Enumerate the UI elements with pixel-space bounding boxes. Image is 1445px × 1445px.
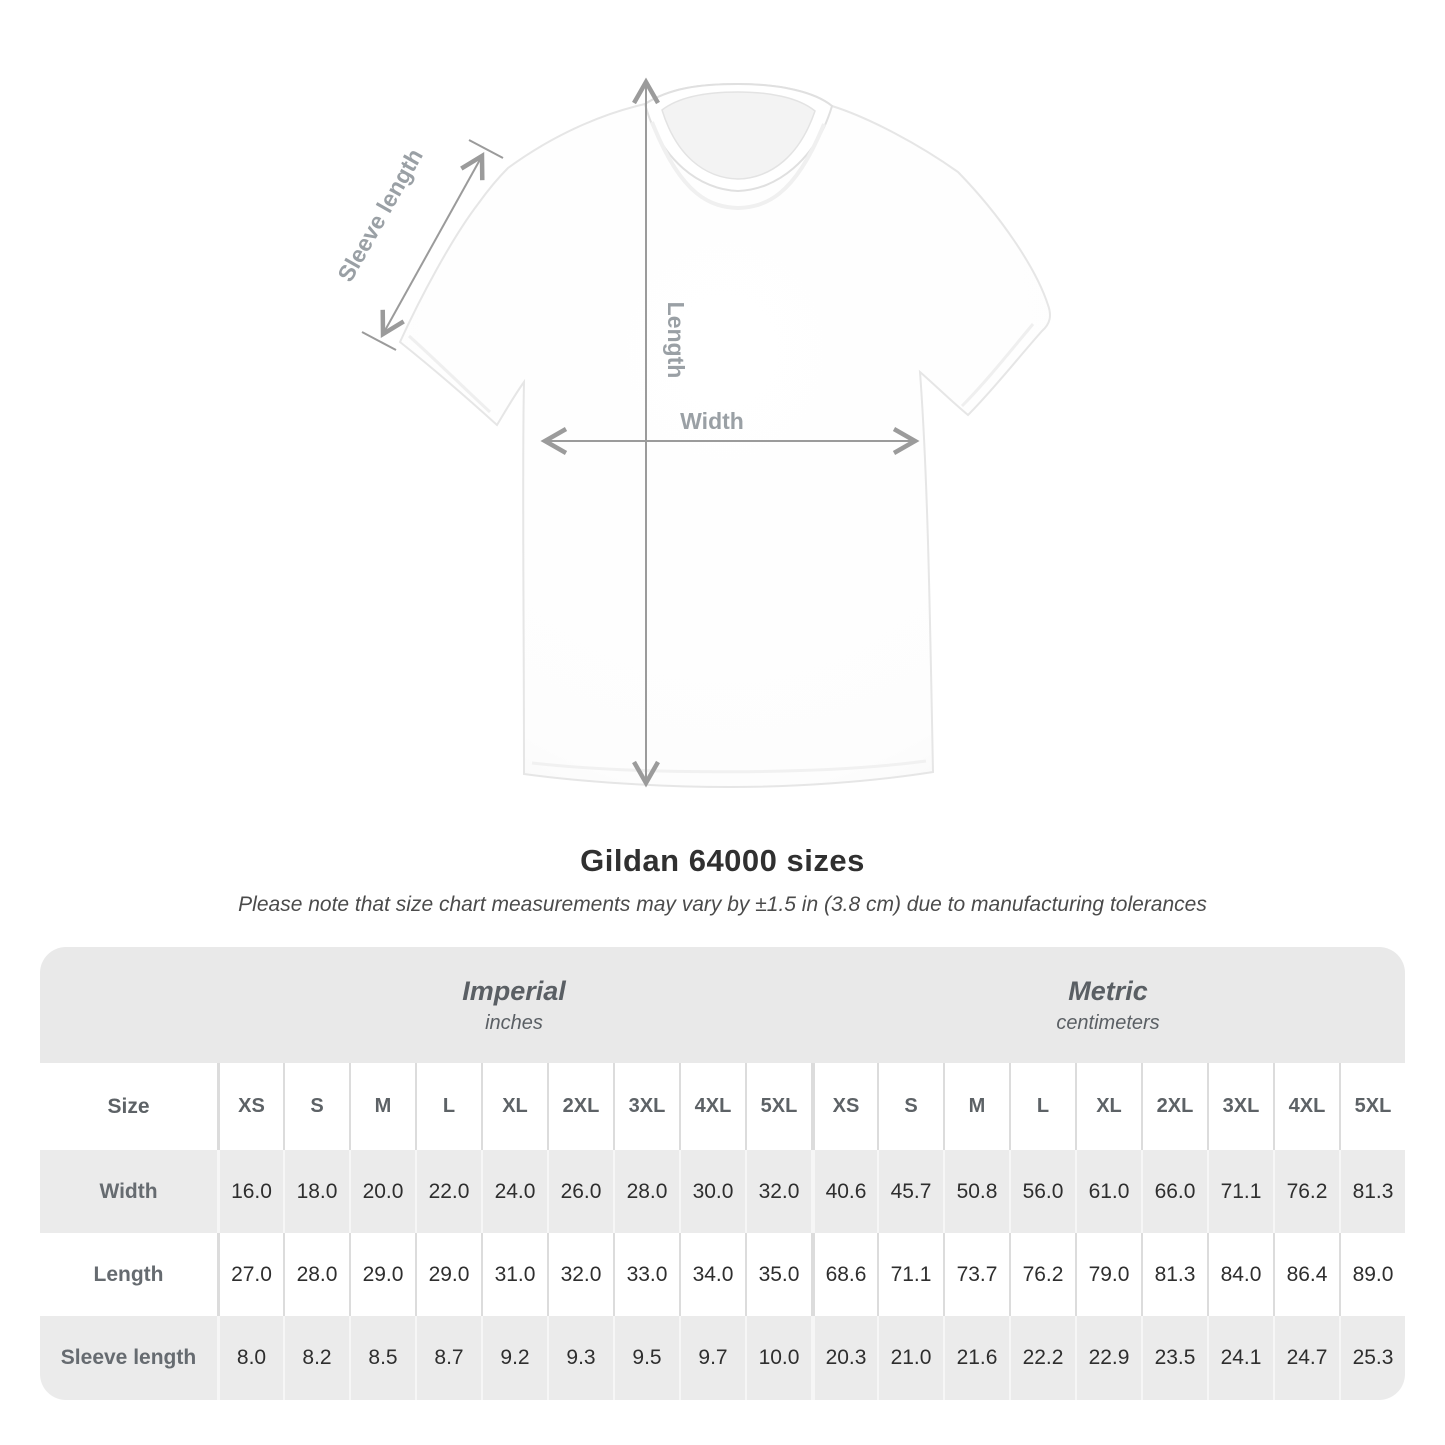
value-cell: 21.6 (943, 1316, 1009, 1400)
tshirt-illustration (400, 84, 1050, 787)
size-column-header: XS (217, 1063, 283, 1150)
size-column-header: XL (481, 1063, 547, 1150)
row-label: Sleeve length (60, 1346, 197, 1369)
table-row (40, 1150, 1405, 1233)
value-cell: 9.2 (481, 1316, 547, 1400)
value-cell: 8.2 (283, 1316, 349, 1400)
value-cell: 32.0 (547, 1233, 613, 1316)
imperial-section-header (217, 947, 811, 1063)
value-cell: 32.0 (745, 1150, 811, 1233)
value-cell: 30.0 (679, 1150, 745, 1233)
value-cell: 71.1 (877, 1233, 943, 1316)
value-cell: 86.4 (1273, 1233, 1339, 1316)
value-cell: 35.0 (745, 1233, 811, 1316)
size-column-header: 5XL (1339, 1063, 1405, 1150)
size-column-header: XL (1075, 1063, 1141, 1150)
value-cell: 8.5 (349, 1316, 415, 1400)
length-label: Length (663, 301, 689, 379)
size-column-header: 3XL (1207, 1063, 1273, 1150)
size-row-label: Size (107, 1094, 150, 1118)
table-row (40, 1233, 1405, 1316)
size-column-header: 2XL (1141, 1063, 1207, 1150)
sleeve-arrow-cap-top (469, 140, 503, 158)
unit-header-band (40, 947, 1405, 1063)
size-column-header: 4XL (1273, 1063, 1339, 1150)
value-cell: 9.3 (547, 1316, 613, 1400)
size-column-header: 4XL (679, 1063, 745, 1150)
value-cell: 45.7 (877, 1150, 943, 1233)
size-column-header: M (349, 1063, 415, 1150)
value-cell: 31.0 (481, 1233, 547, 1316)
value-cell: 22.2 (1009, 1316, 1075, 1400)
table-row (40, 1316, 1405, 1400)
value-cell: 79.0 (1075, 1233, 1141, 1316)
row-label: Width (99, 1179, 158, 1203)
size-column-header: S (283, 1063, 349, 1150)
size-column-header: S (877, 1063, 943, 1150)
value-cell: 16.0 (217, 1150, 283, 1233)
metric-unit: centimeters (1056, 1011, 1160, 1034)
value-cell: 89.0 (1339, 1233, 1405, 1316)
value-cell: 20.0 (349, 1150, 415, 1233)
value-cell: 66.0 (1141, 1150, 1207, 1233)
value-cell: 23.5 (1141, 1316, 1207, 1400)
band-spacer (40, 947, 217, 1063)
value-cell: 73.7 (943, 1233, 1009, 1316)
value-cell: 29.0 (415, 1233, 481, 1316)
size-column-header: XS (811, 1063, 877, 1150)
value-cell: 24.0 (481, 1150, 547, 1233)
value-cell: 81.3 (1339, 1150, 1405, 1233)
size-column-header: 5XL (745, 1063, 811, 1150)
sleeve-arrow-cap-bottom (362, 332, 396, 350)
value-cell: 34.0 (679, 1233, 745, 1316)
value-cell: 61.0 (1075, 1150, 1141, 1233)
size-column-header: L (1009, 1063, 1075, 1150)
value-cell: 24.7 (1273, 1316, 1339, 1400)
value-cell: 26.0 (547, 1150, 613, 1233)
imperial-unit: inches (485, 1011, 543, 1034)
value-cell: 28.0 (613, 1150, 679, 1233)
value-cell: 27.0 (217, 1233, 283, 1316)
size-column-header: 3XL (613, 1063, 679, 1150)
size-column-header: L (415, 1063, 481, 1150)
value-cell: 84.0 (1207, 1233, 1273, 1316)
value-cell: 22.0 (415, 1150, 481, 1233)
value-cell: 25.3 (1339, 1316, 1405, 1400)
value-cell: 81.3 (1141, 1233, 1207, 1316)
imperial-title: Imperial (462, 975, 566, 1006)
width-label: Width (680, 408, 744, 434)
value-cell: 40.6 (811, 1150, 877, 1233)
value-cell: 20.3 (811, 1316, 877, 1400)
value-cell: 18.0 (283, 1150, 349, 1233)
size-column-header: M (943, 1063, 1009, 1150)
value-cell: 50.8 (943, 1150, 1009, 1233)
value-cell: 76.2 (1273, 1150, 1339, 1233)
sleeve-length-label: Sleeve length (332, 144, 428, 286)
size-table (40, 947, 1405, 1400)
value-cell: 8.0 (217, 1316, 283, 1400)
value-cell: 71.1 (1207, 1150, 1273, 1233)
value-cell: 22.9 (1075, 1316, 1141, 1400)
value-cell: 10.0 (745, 1316, 811, 1400)
metric-section-header (811, 947, 1405, 1063)
value-cell: 24.1 (1207, 1316, 1273, 1400)
value-cell: 9.5 (613, 1316, 679, 1400)
value-cell: 33.0 (613, 1233, 679, 1316)
value-cell: 21.0 (877, 1316, 943, 1400)
heading-block (0, 843, 1445, 917)
value-cell: 76.2 (1009, 1233, 1075, 1316)
value-cell: 9.7 (679, 1316, 745, 1400)
size-header-row (40, 1063, 1405, 1150)
value-cell: 8.7 (415, 1316, 481, 1400)
row-label: Length (93, 1262, 164, 1286)
size-column-header: 2XL (547, 1063, 613, 1150)
value-cell: 28.0 (283, 1233, 349, 1316)
value-cell: 56.0 (1009, 1150, 1075, 1233)
tolerance-note: Please note that size chart measurements may vary by ±1.5 in (3.8 cm) due to manufacturing tolerances (238, 893, 1207, 916)
value-cell: 29.0 (349, 1233, 415, 1316)
metric-title: Metric (1068, 975, 1148, 1006)
page-title: Gildan 64000 sizes (580, 843, 865, 878)
value-cell: 68.6 (811, 1233, 877, 1316)
